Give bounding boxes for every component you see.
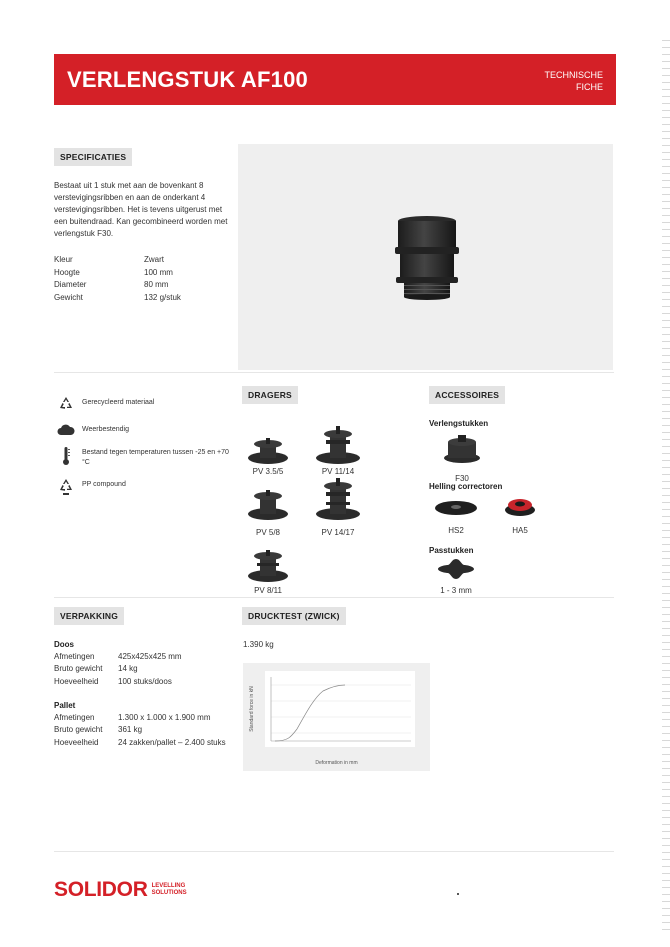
footer-divider bbox=[54, 851, 614, 852]
dragers-item-label: PV 3.5/5 bbox=[252, 467, 284, 476]
f30-label: F30 bbox=[455, 474, 469, 483]
spec-value: 100 mm bbox=[144, 267, 173, 277]
feature-item bbox=[57, 446, 232, 468]
pedestal-pv-8-11-image bbox=[246, 550, 290, 584]
pack-value: 425x425x425 mm bbox=[118, 652, 182, 661]
feature-item bbox=[57, 396, 232, 412]
pack-row bbox=[54, 725, 226, 737]
pack-row bbox=[54, 677, 182, 689]
recycle-icon bbox=[57, 396, 75, 412]
drucktest-tag: DRUCKTEST (ZWICK) bbox=[242, 607, 346, 625]
ha5-corrector-image bbox=[504, 496, 536, 518]
pedestal-pv-14-17-image bbox=[313, 478, 363, 522]
section-divider bbox=[54, 372, 614, 373]
pack-row bbox=[54, 664, 182, 676]
pack-key: Hoeveelheid bbox=[54, 737, 99, 747]
pack-key: Bruto gewicht bbox=[54, 664, 103, 674]
pack-row bbox=[54, 738, 226, 750]
pack-value: 100 stuks/doos bbox=[118, 676, 172, 686]
dragers-tag: DRAGERS bbox=[242, 386, 298, 404]
hs2-corrector-image bbox=[434, 498, 478, 516]
pp-recycle-icon bbox=[57, 478, 75, 494]
specs-table bbox=[54, 255, 181, 305]
pack-key: Afmetingen bbox=[54, 713, 95, 722]
brand-tagline bbox=[152, 883, 187, 897]
dragers-item-label: PV 11/14 bbox=[321, 467, 355, 476]
graph-plot bbox=[243, 663, 430, 771]
brand-tagline-line2: SOLUTIONS bbox=[151, 890, 187, 896]
pack-value: 24 zakken/pallet – 2.400 stuks bbox=[118, 737, 226, 747]
spec-key: Gewicht bbox=[54, 292, 83, 302]
verpakking-tag: VERPAKKING bbox=[54, 607, 124, 625]
pack-key: Hoeveelheid bbox=[54, 676, 99, 686]
feature-text: Gerecycleerd materiaal bbox=[82, 399, 155, 406]
spec-row bbox=[54, 268, 181, 281]
spec-value: Zwart bbox=[144, 255, 164, 264]
spec-key: Hoogte bbox=[54, 267, 80, 277]
brand-logo bbox=[54, 878, 187, 902]
passtukken-heading: Passtukken bbox=[429, 546, 474, 555]
doos-block bbox=[54, 640, 182, 689]
dragers-item-label: PV 5/8 bbox=[255, 528, 280, 537]
doc-type-label bbox=[544, 69, 603, 93]
specs-tag: SPECIFICATIES bbox=[54, 148, 132, 166]
shim-label: 1 - 3 mm bbox=[440, 586, 472, 595]
pedestal-pv-3-5-5-image bbox=[246, 438, 290, 466]
feature-text: PP compound bbox=[82, 481, 126, 488]
pack-value: 1.300 x 1.000 x 1.900 mm bbox=[118, 713, 211, 722]
brand-name: SOLIDOR bbox=[54, 878, 148, 901]
doc-type-line2: FICHE bbox=[576, 82, 603, 92]
spec-row bbox=[54, 293, 181, 306]
dragers-item-label: PV 14/17 bbox=[321, 528, 355, 537]
ha5-label: HA5 bbox=[512, 526, 528, 535]
cloud-icon bbox=[57, 423, 75, 439]
spec-key: Diameter bbox=[54, 280, 87, 289]
doc-type-line1: TECHNISCHE bbox=[544, 70, 603, 80]
spec-row bbox=[54, 255, 181, 268]
force-deformation-graph bbox=[243, 663, 430, 771]
pedestal-pv-11-14-image bbox=[313, 426, 363, 466]
feature-item bbox=[57, 478, 232, 494]
hs2-label: HS2 bbox=[448, 526, 464, 535]
pallet-heading: Pallet bbox=[54, 701, 76, 710]
header-bar bbox=[54, 54, 616, 105]
dragers-item-label: PV 8/11 bbox=[254, 586, 282, 595]
graph-x-label: Deformation in mm bbox=[315, 760, 358, 766]
force-value: 1.390 kg bbox=[243, 640, 274, 649]
spec-key: Kleur bbox=[54, 255, 73, 264]
pack-key: Afmetingen bbox=[54, 652, 95, 661]
pack-value: 14 kg bbox=[118, 664, 138, 674]
pallet-block bbox=[54, 701, 226, 750]
accessoires-tag: ACCESSOIRES bbox=[429, 386, 505, 404]
f30-extension-image bbox=[440, 434, 484, 466]
helling-heading: Helling correctoren bbox=[429, 482, 503, 491]
verlengstukken-heading: Verlengstukken bbox=[429, 419, 489, 428]
extension-piece-image bbox=[238, 144, 613, 370]
thermometer-icon bbox=[57, 446, 75, 462]
pack-value: 361 kg bbox=[118, 725, 143, 735]
spec-row bbox=[54, 280, 181, 293]
brand-tagline-line1: LEVELLING bbox=[151, 883, 186, 889]
graph-y-label: Standard force in kN bbox=[249, 686, 255, 732]
pack-row bbox=[54, 652, 182, 664]
pedestal-pv-5-8-image bbox=[246, 490, 290, 522]
doos-heading: Doos bbox=[54, 640, 74, 649]
spec-value: 132 g/stuk bbox=[144, 292, 181, 302]
edge-ruler bbox=[662, 40, 670, 930]
feature-text: Bestand tegen temperaturen tussen -25 en +70 °C bbox=[82, 449, 229, 466]
spec-value: 80 mm bbox=[144, 280, 169, 289]
product-photo bbox=[238, 144, 613, 370]
page-title: VERLENGSTUK AF100 bbox=[67, 67, 308, 92]
feature-item bbox=[57, 423, 232, 439]
shim-image bbox=[436, 557, 476, 581]
feature-text: Weerbestendig bbox=[82, 426, 129, 433]
section-divider bbox=[54, 597, 614, 598]
page-marker-dot bbox=[457, 893, 459, 895]
specs-description: Bestaat uit 1 stuk met aan de bovenkant 8 verstevigingsribben en aan de onderkant 4 verstevigingsribben. Het is tevens uitgerust met een buitendraad. Kan gecombineerd worden met verlengstuk F30. bbox=[54, 181, 228, 238]
pack-key: Bruto gewicht bbox=[54, 725, 103, 735]
pack-row bbox=[54, 713, 226, 725]
